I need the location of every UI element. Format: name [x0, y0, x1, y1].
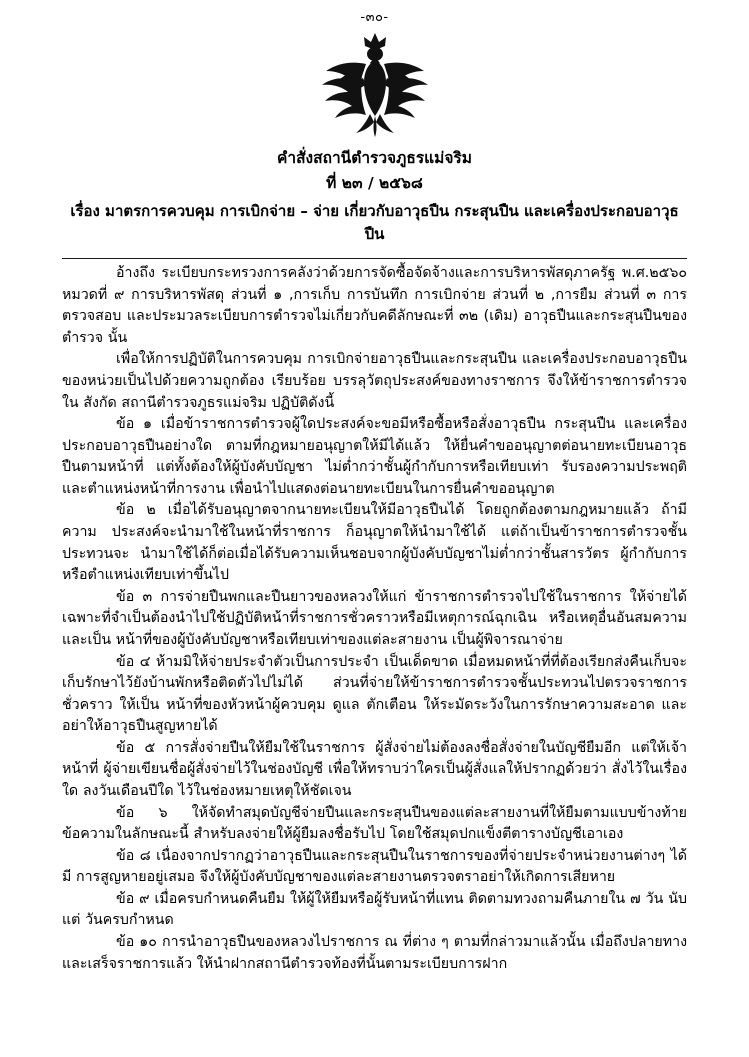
clause-2: ข้อ ๒ เมื่อได้รับอนุญาตจากนายทะเบียนให้มีอาวุธปืนได้ โดยถูกต้องตามกฎหมายแล้ว ถ้ามีความ ประสงค์จะนำมาใช้ในหน้าที่ราชการ ก็อนุญาตให้นำมาใช้ได้ แต่ถ้าเป็นข้าราชการตำรวจชั้นประทวนจะ นำมาใช้ได้ก็ต่อเมื่อได้รับความเห็นชอบจากผู้บังคับบัญชาไม่ต่ำกว่าชั้นสารวัตร ผู้กำกับการหรือตำแหน่งเทียบเท่าขึ้นไป — [62, 502, 687, 584]
clause-9: ข้อ ๙ เมื่อครบกำหนดคืนยืม ให้ผู้ให้ยืมหรือผู้รับหน้าที่แทน ติดตามทวงถามคืนภายใน ๗ วัน นับแต่ วันครบกำหนด — [62, 890, 687, 929]
emblem-container — [62, 30, 687, 142]
clause-4: ข้อ ๔ ห้ามมิให้จ่ายประจำตัวเป็นการประจำ เป็นเด็ดขาด เมื่อหมดหน้าที่ที่ต้องเรียกส่งคืนเก็บจะ เก็บรักษาไว้ยังบ้านพักหรือติดตัวไปไม่ได้ ส่วนที่จ่ายให้ข้าราชการตำรวจชั้นประทวนไปตรวจราชการชั่วคราว ให้เป็น หน้าที่ของหัวหน้าผู้ควบคุม ดูแล ตักเตือน ให้ระมัดระวังในการรักษาความสะอาด และอย่าให้อาวุธปืนสูญหายได้ — [62, 653, 687, 735]
document-title: คำสั่งสถานีตำรวจภูธรแม่จริม — [277, 148, 472, 167]
clause-3: ข้อ ๓ การจ่ายปืนพกและปืนยาวของหลวงให้แก่ ข้าราชการตำรวจไปใช้ในราชการ ให้จ่ายได้ เฉพาะที่จำเป็นต้องนำไปใช้ปฏิบัติหน้าที่ราชการชั่วคราวหรือมีเหตุการณ์ฉุกเฉิน หรือเหตุอื่นอันสมความและเป็น หน้าที่ของผู้บังคับบัญชาหรือเทียบเท่าของแต่ละสายงาน เป็นผู้พิจารณาจ่าย — [62, 588, 687, 648]
order-number: ที่ ๒๓ / ๒๕๖๘ — [326, 173, 423, 192]
document-body — [62, 263, 687, 975]
clause-6: ข้อ ๖ ให้จัดทำสมุดบัญชีจ่ายปืนและกระสุนปืนของแต่ละสายงานที่ให้ยืมตามแบบข้างท้าย ข้อความในลักษณะนี้ สำหรับลงจ่ายให้ผู้ยืมลงชื่อรับไป โดยใช้สมุดปกแข็งตีตารางบัญชีเอาเอง — [62, 804, 687, 843]
paragraph-1: อ้างถึง ระเบียบกระทรวงการคลังว่าด้วยการจัดซื้อจัดจ้างและการบริหารพัสดุภาครัฐ พ.ศ.๒๕๖๐ หมวดที่ ๙ การบริหารพัสดุ ส่วนที่ ๑ ,การเก็บ การบันทึก การเบิกจ่าย ส่วนที่ ๒ ,การยืม ส่วนที่ ๓ การตรวจสอบ และประมวลระเบียบการตำรวจไม่เกี่ยวกับคดีลักษณะที่ ๓๒ (เดิม) อาวุธปืนและกระสุนปืนของตำรวจ นั้น — [62, 265, 687, 346]
clause-8: ข้อ ๘ เนื่องจากปรากฏว่าอาวุธปืนและกระสุนปืนในราชการของที่จ่ายประจำหน่วยงานต่างๆ ได้มี การสูญหายอยู่เสมอ จึงให้ผู้บังคับบัญชาของแต่ละสายงานตรวจตราอย่าให้เกิดการเสียหาย — [62, 847, 687, 886]
signature-area — [62, 975, 687, 1015]
divider — [62, 258, 687, 259]
document-subject: เรื่อง มาตรการควบคุม การเบิกจ่าย – จ่าย เกี่ยวกับอาวุธปืน กระสุนปืน และเครื่องประกอบอาวุธปืน — [70, 201, 679, 243]
paragraph-2: เพื่อให้การปฏิบัติในการควบคุม การเบิกจ่ายอาวุธปืนและกระสุนปืน และเครื่องประกอบอาวุธปืน ของหน่วยเป็นไปด้วยความถูกต้อง เรียบร้อย บรรลุวัตถุประสงค์ของทางราชการ จึงให้ข้าราชการตำรวจใน สังกัด สถานีตำรวจภูธรแม่จริม ปฏิบัติดังนี้ — [62, 351, 687, 411]
clause-1: ข้อ ๑ เมื่อข้าราชการตำรวจผู้ใดประสงค์จะขอมีหรือซื้อหรือสั่งอาวุธปืน กระสุนปืน และเครื่อง ประกอบอาวุธปืนอย่างใด ตามที่กฎหมายอนุญาตให้มีได้แล้ว ให้ยื่นคำขออนุญาตต่อนายทะเบียนอาวุธปืนตามหน้าที่ แต่ทั้งต้องให้ผู้บังคับบัญชา ไม่ต่ำกว่าชั้นผู้กำกับการหรือเทียบเท่า รับรองความประพฤติและตำแหน่งหน้าที่การงาน เพื่อนำไปแสดงต่อนายทะเบียนในการยื่นคำขออนุญาต — [62, 416, 687, 497]
clause-5: ข้อ ๕ การสั่งจ่ายปืนให้ยืมใช้ในราชการ ผู้สั่งจ่ายไม่ต้องลงชื่อสั่งจ่ายในบัญชียืมอีก แต่ให้เจ้าหน้าที่ ผู้จ่ายเขียนชื่อผู้สั่งจ่ายไว้ในช่องบัญชี เพื่อให้ทราบว่าใครเป็นผู้สั่งแลให้ปรากฏด้วยว่า สั่งไว้ในเรื่องใด ลงวันเดือนปีใด ไว้ในช่องหมายเหตุให้ชัดเจน — [62, 739, 687, 799]
garuda-emblem-icon — [300, 30, 450, 140]
page-number: -๓๐- — [360, 10, 389, 25]
clause-10: ข้อ ๑๐ การนำอาวุธปืนของหลวงไปราชการ ณ ที่ต่าง ๆ ตามที่กล่าวมาแล้วนั้น เมื่อถึงปลายทาง และเสร็จราชการแล้ว ให้นำฝากสถานีตำรวจท้องที่นั้นตามระเบียบการฝาก — [62, 934, 687, 972]
